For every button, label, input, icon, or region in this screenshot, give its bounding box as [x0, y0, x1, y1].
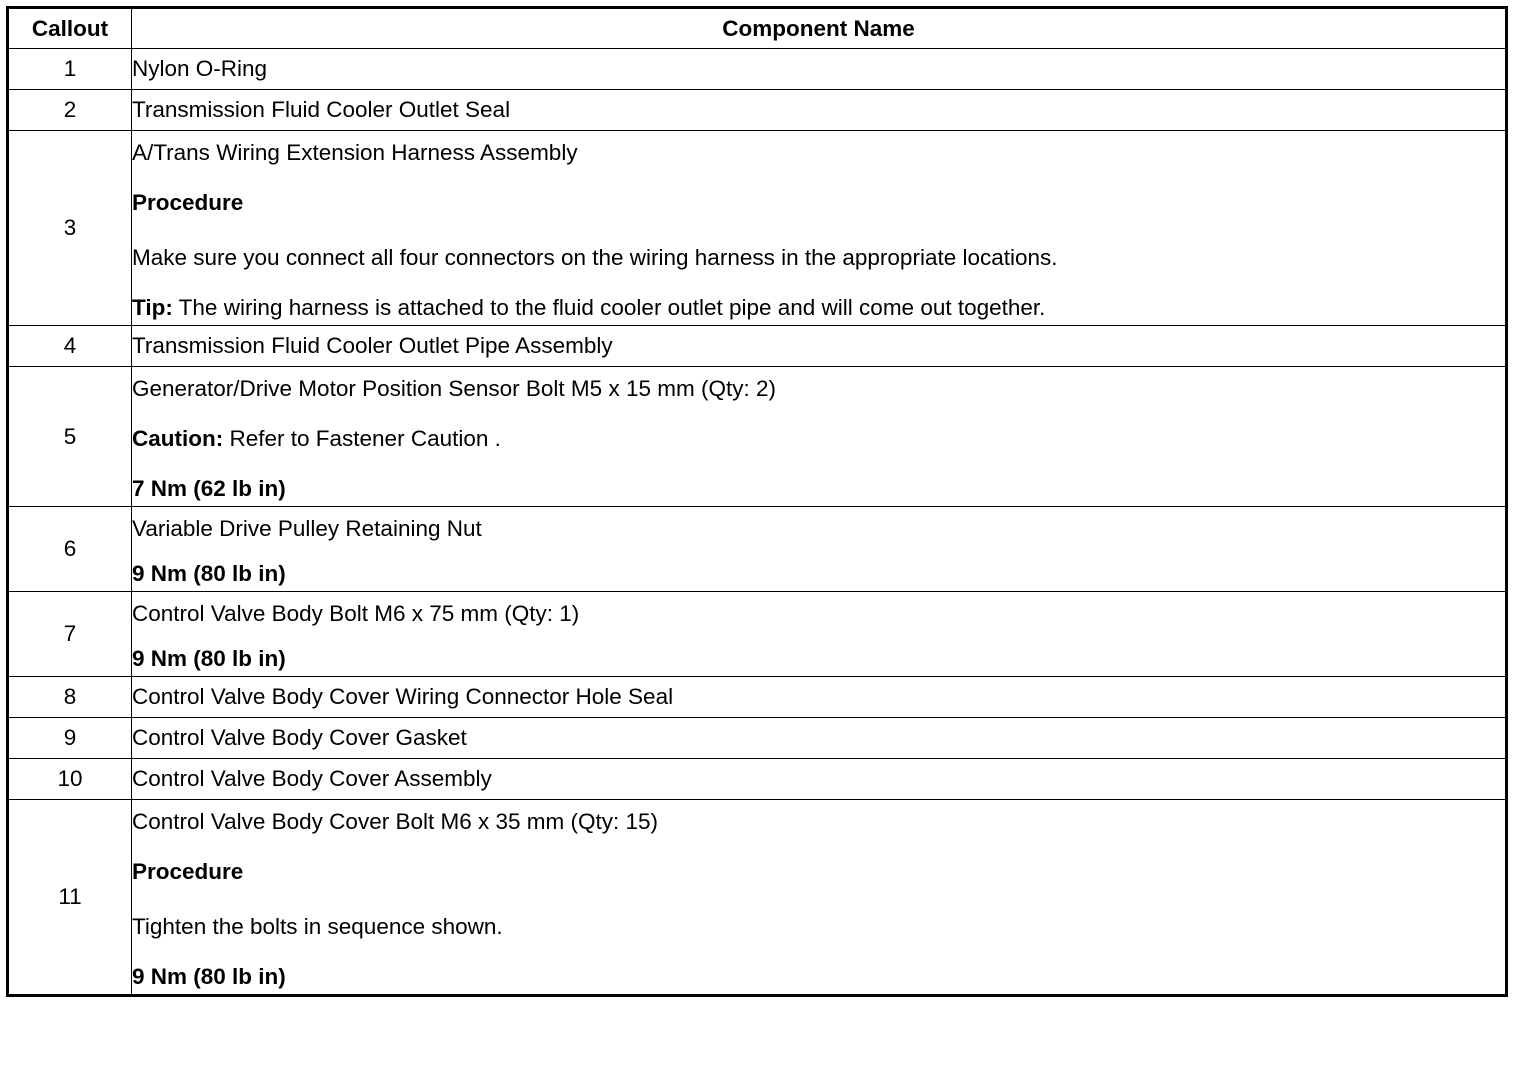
callout-number: 10: [8, 759, 132, 800]
table-row: [8, 49, 1507, 90]
tip-note: [132, 285, 1505, 325]
callout-number: 8: [8, 677, 132, 718]
callout-number: 2: [8, 90, 132, 131]
procedure-heading: Procedure: [132, 859, 244, 884]
tip-text: The wiring harness is attached to the fluid cooler outlet pipe and will come out together.: [172, 295, 1046, 320]
callout-number: 5: [8, 367, 132, 507]
torque-spec: 9 Nm (80 lb in): [132, 646, 286, 671]
component-name: Generator/Drive Motor Position Sensor Bolt M5 x 15 mm (Qty: 2): [132, 376, 776, 401]
component-cell: [132, 800, 1507, 996]
table-row: [8, 367, 1507, 507]
component-name: Nylon O-Ring: [132, 49, 1507, 90]
callout-header: Callout: [8, 8, 132, 49]
torque-spec: 9 Nm (80 lb in): [132, 561, 286, 586]
table-row: [8, 718, 1507, 759]
component-cell: [132, 507, 1507, 592]
component-name: Variable Drive Pulley Retaining Nut: [132, 516, 482, 541]
callout-number: 11: [8, 800, 132, 996]
caution-label: Caution:: [132, 426, 224, 451]
caution-note: [132, 411, 1505, 466]
component-cell: [132, 592, 1507, 677]
procedure-heading: Procedure: [132, 190, 244, 215]
component-name: A/Trans Wiring Extension Harness Assembly: [132, 140, 578, 165]
table-row: [8, 131, 1507, 326]
table-row: [8, 800, 1507, 996]
callout-number: 3: [8, 131, 132, 326]
component-name: Control Valve Body Cover Gasket: [132, 718, 1507, 759]
component-name: Transmission Fluid Cooler Outlet Pipe Assembly: [132, 326, 1507, 367]
callout-number: 7: [8, 592, 132, 677]
procedure-text: Tighten the bolts in sequence shown.: [132, 914, 503, 939]
torque-spec: 9 Nm (80 lb in): [132, 964, 286, 989]
callout-number: 4: [8, 326, 132, 367]
component-table: [6, 6, 1508, 997]
component-cell: [132, 131, 1507, 326]
component-cell: [132, 367, 1507, 507]
component-name: Control Valve Body Cover Wiring Connector Hole Seal: [132, 677, 1507, 718]
callout-number: 1: [8, 49, 132, 90]
table-row: [8, 677, 1507, 718]
table-row: [8, 507, 1507, 592]
table-row: [8, 326, 1507, 367]
component-name-header: Component Name: [132, 8, 1507, 49]
component-name: Control Valve Body Bolt M6 x 75 mm (Qty: 1): [132, 601, 580, 626]
procedure-text: Make sure you connect all four connectors on the wiring harness in the appropriate locations.: [132, 245, 1058, 270]
table-row: [8, 759, 1507, 800]
torque-spec: 7 Nm (62 lb in): [132, 476, 286, 501]
callout-number: 6: [8, 507, 132, 592]
component-name: Transmission Fluid Cooler Outlet Seal: [132, 90, 1507, 131]
table-row: [8, 592, 1507, 677]
table-row: [8, 90, 1507, 131]
component-name: Control Valve Body Cover Assembly: [132, 759, 1507, 800]
caution-text: Refer to Fastener Caution .: [223, 426, 501, 451]
callout-number: 9: [8, 718, 132, 759]
tip-label: Tip:: [132, 295, 173, 320]
table-header-row: [8, 8, 1507, 49]
component-name: Control Valve Body Cover Bolt M6 x 35 mm (Qty: 15): [132, 809, 659, 834]
